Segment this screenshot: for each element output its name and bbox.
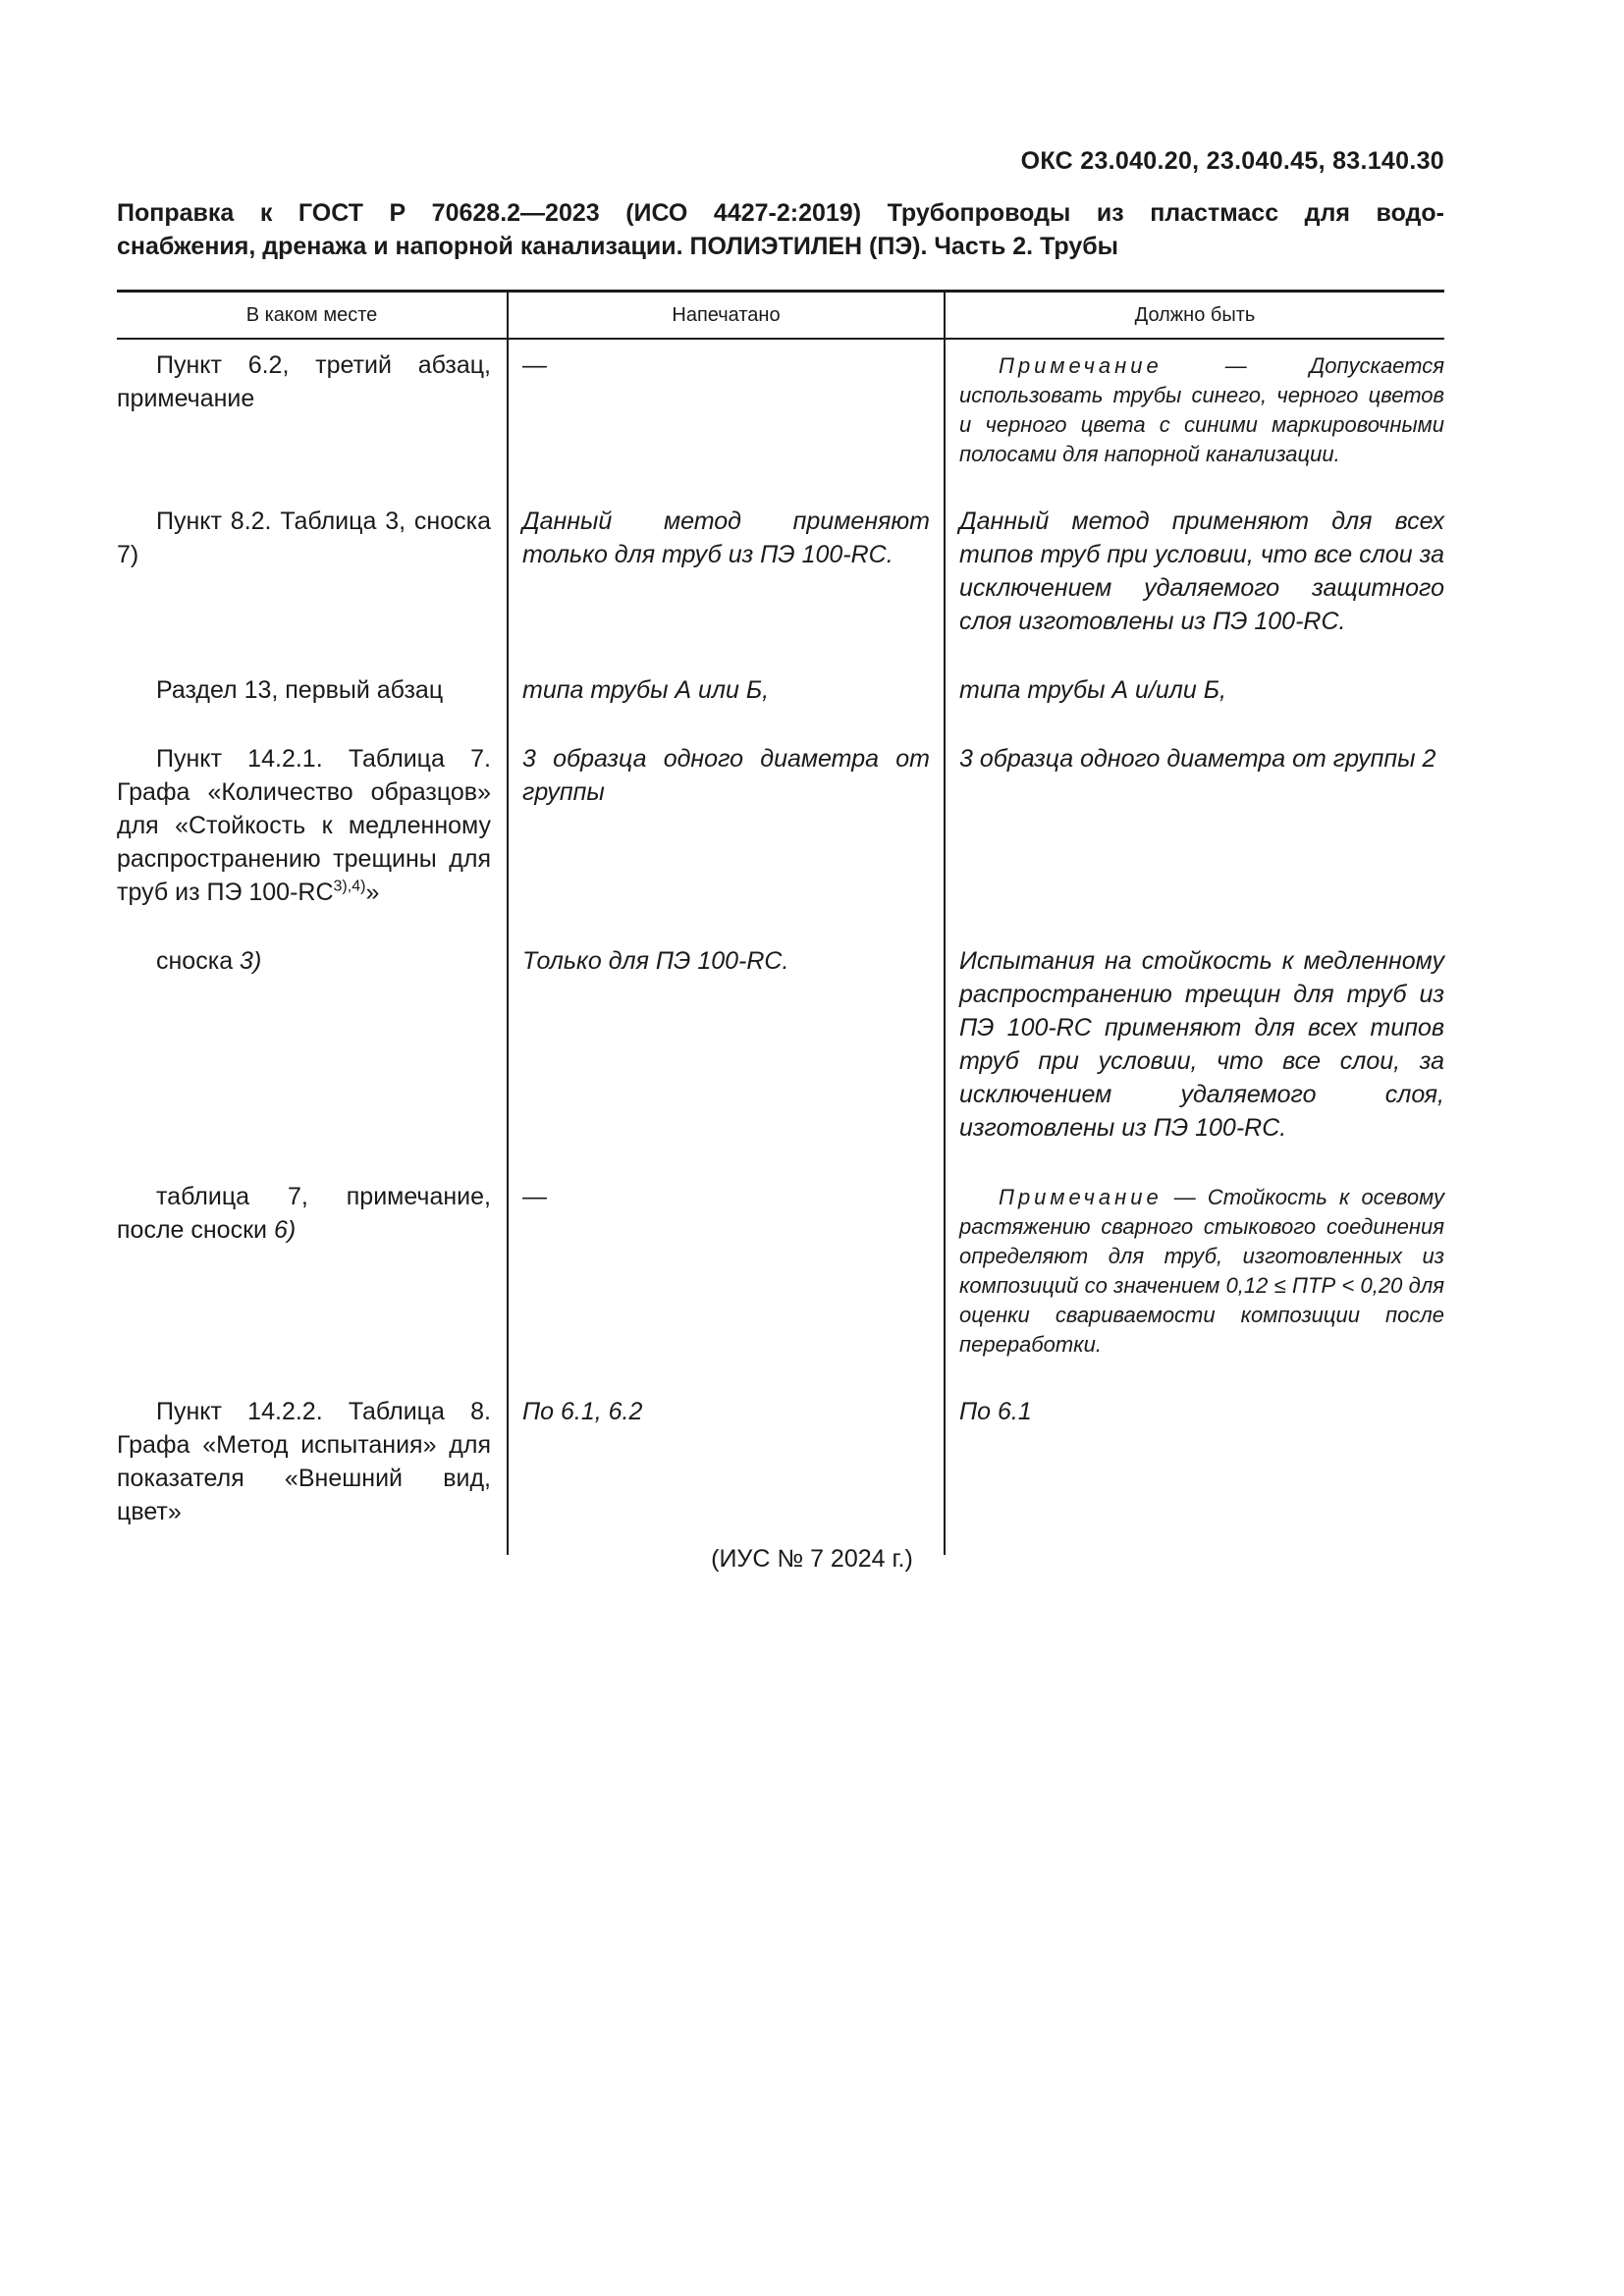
table-row — [117, 1171, 1444, 1386]
cell-should-be: Данный метод применяют для всех типов труб при условии, что все слои за исключением удаляемого защитного слоя изготовлены из ПЭ 100-RC. — [945, 496, 1444, 665]
table-row — [117, 496, 1444, 665]
note-text: Примечание — Стойкость к осевому растяжению сварного стыкового соединения определяют для труб, изготовленных из композиций со значением 0,12 ≤ ПТР < 0,20 для оценки свариваемости композиции после переработки. — [959, 1185, 1444, 1357]
cell-place: Пункт 6.2, третий абзац, примечание — [117, 351, 491, 412]
cell-printed: По 6.1, 6.2 — [508, 1386, 945, 1555]
cell-printed: — — [508, 1171, 945, 1386]
cell-should-be: По 6.1 — [945, 1386, 1444, 1555]
note-label: Примечание — [999, 353, 1163, 378]
ius-reference: (ИУС № 7 2024 г.) — [711, 1545, 913, 1573]
document-title — [117, 196, 1444, 263]
cell-place: Пункт 14.2.1. Таблица 7. Графа «Количество образцов» для «Стойкость к медленному распространению трещины для труб из ПЭ $100-RC^{3),4)}$» — [117, 745, 491, 906]
title-line-1: Поправка к ГОСТ Р 70628.2—2023 (ИСО 4427-2:2019) Трубопроводы из пластмасс для водо- — [117, 199, 1444, 227]
table-row — [117, 1386, 1444, 1555]
cell-should-be: 3 образца одного диаметра от группы 2 — [945, 733, 1444, 935]
table-row — [117, 935, 1444, 1171]
table-row — [117, 339, 1444, 496]
cell-printed: Только для ПЭ 100-RC. — [508, 935, 945, 1171]
footnote-ref: 3),4) — [333, 878, 366, 895]
title-line-2: снабжения, дренажа и напорной канализации. ПОЛИЭТИЛЕН (ПЭ). Часть 2. Трубы — [117, 233, 1119, 260]
cell-should-be: типа трубы А и/или Б, — [945, 665, 1444, 733]
cell-should-be — [945, 1171, 1444, 1386]
header-printed: Напечатано — [508, 292, 945, 340]
note-label: Примечание — [999, 1185, 1163, 1209]
cell-printed: Данный метод применяют только для труб из ПЭ 100-RC. — [508, 496, 945, 665]
classification-code: ОКС 23.040.20, 23.040.45, 83.140.30 — [1020, 147, 1444, 175]
table-row — [117, 665, 1444, 733]
cell-printed: — — [508, 339, 945, 496]
cell-place: Раздел 13, первый абзац — [156, 676, 444, 704]
cell-place: таблица 7, примечание, после сноски 6) — [117, 1183, 491, 1244]
cell-should-be: Испытания на стойкость к медленному распространению трещин для труб из ПЭ 100-RC применяют для всех типов труб при условии, что все слои, за исключением удаляемого слоя, изготовлены из ПЭ 100-RC. — [945, 935, 1444, 1171]
amendment-table — [117, 290, 1444, 1555]
cell-place: Пункт 8.2. Таблица 3, сноска 7) — [117, 507, 491, 568]
header-place: В каком месте — [117, 292, 508, 340]
cell-place: Пункт 14.2.2. Таблица 8. Графа «Метод испытания» для показателя «Внешний вид, цвет» — [117, 1398, 491, 1525]
footnote-number: 6) — [273, 1216, 297, 1244]
header-should-be: Должно быть — [945, 292, 1444, 340]
table-row — [117, 733, 1444, 935]
note-text: Примечание — Допускается использовать трубы синего, черного цветов и черного цвета с синими маркировочными полосами для напорной канализации. — [959, 353, 1444, 466]
table-header-row — [117, 292, 1444, 340]
cell-place: сноска 3) — [156, 947, 262, 975]
cell-printed: типа трубы А или Б, — [508, 665, 945, 733]
cell-should-be — [945, 339, 1444, 496]
cell-printed: 3 образца одного диаметра от группы — [508, 733, 945, 935]
footnote-number: 3) — [240, 947, 262, 975]
